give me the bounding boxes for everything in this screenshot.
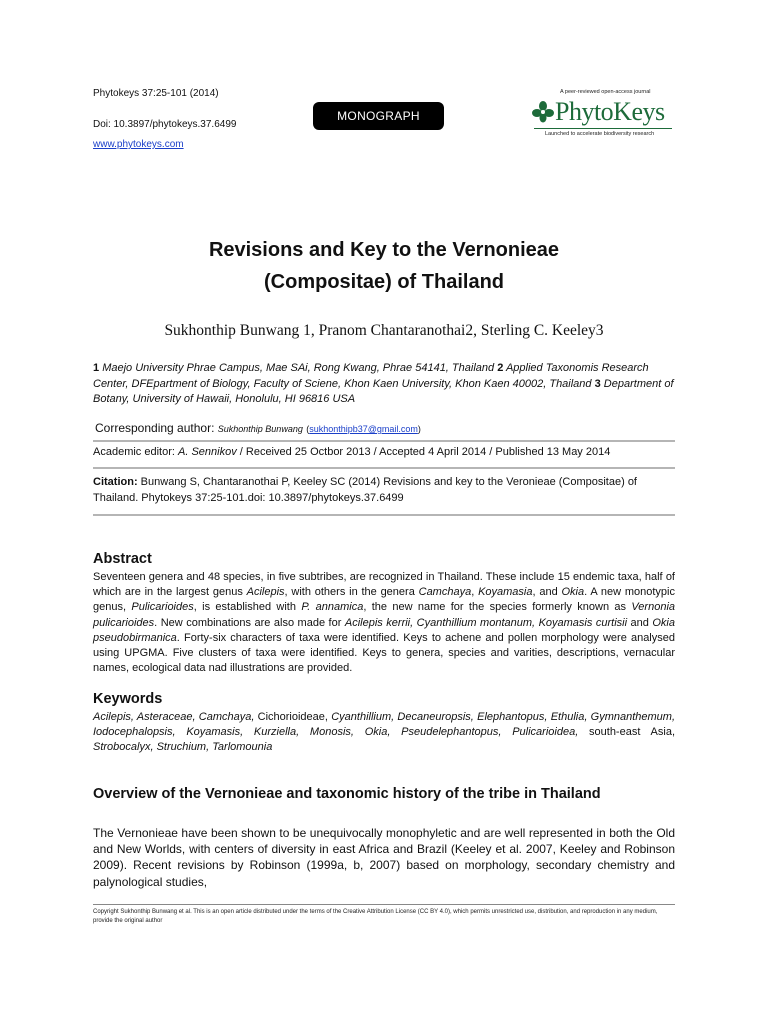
logo-name: PhytoKeys xyxy=(555,97,665,126)
affiliation-1: Maejo University Phrae Campus, Mae SAi, Rong Kwang, Phrae 54141, Thailand xyxy=(102,362,495,374)
logo-tagline: A peer-reviewed open-access journal xyxy=(560,89,651,95)
authors: Sukhonthip Bunwang 1, Pranom Chantaranothai2, Sterling C. Keeley3 xyxy=(164,322,604,339)
footer-divider xyxy=(93,904,675,905)
abstract-text: Seventeen genera and 48 species, in five subtribes, are recognized in Thailand. These include 15 endemic taxa, half of which are in the largest genus Acilepis, with others in the genera Camchaya, Koyamasia, and Okia. A new monotypic genus, Pulicarioides, is established with P. annamica, the new name for the species formerly known as Vernonia pulicarioides. New combinations are also made for Acilepis kerrii, Cyanthillium montanum, Koyamasis curtisii and Okia pseudobirmanica. Forty-six characters of taxa were identified. Keys to achene and pollen morphology were analysed using UPGMA. Five clusters of taxa were identified. Keys to genera, species and varities, descriptions, vernacular names, ecological data nad illustrations are provided. xyxy=(93,571,675,675)
affil-number-2: 2 xyxy=(497,362,504,374)
affiliation-3: Department of Botany, University of Hawaii, Honolulu, HI 96816 USA xyxy=(93,377,674,405)
divider xyxy=(93,467,675,469)
editor-label: Academic editor: xyxy=(93,446,175,458)
doi: Doi: 10.3897/phytokeys.37.6499 xyxy=(93,119,237,130)
divider xyxy=(93,514,675,516)
editor-name: A. Sennikov xyxy=(178,446,237,458)
phytokeys-logo[interactable] xyxy=(532,98,665,126)
affiliation-2: Applied Taxonomis Research Center, DFEpartment of Biology, Faculty of Sciene, Khon Kaen University, Khon Kaen 40002, Thailand xyxy=(93,362,649,390)
publication-dates: / Received 25 Octbor 2013 / Accepted 4 April 2014 / Published 13 May 2014 xyxy=(239,446,611,458)
keywords-heading: Keywords xyxy=(93,691,163,707)
logo-subline: Launched to accelerate biodiversity research xyxy=(545,131,655,137)
corresponding-email-link[interactable]: sukhonthipb37@gmail.com xyxy=(309,424,418,434)
logo-underline xyxy=(534,128,672,129)
article-title xyxy=(0,234,768,298)
copyright-footer: Copyright Sukhonthip Bunwang et al. This is an open article distributed under the terms of the Creative Attribution License (CC BY 4.0), which permits unrestricted use, distribution, and reproduction in any medium, provide the original author xyxy=(93,909,658,924)
citation-label: Citation: xyxy=(93,476,138,488)
corresponding-label: Corresponding author: xyxy=(95,421,215,435)
title-line-1: Revisions and Key to the Vernonieae xyxy=(208,239,560,261)
journal-reference: Phytokeys 37:25-101 (2014) xyxy=(93,88,219,99)
abstract-heading: Abstract xyxy=(93,551,152,567)
monograph-badge: MONOGRAPH xyxy=(313,102,444,130)
website-link[interactable]: www.phytokeys.com xyxy=(93,139,184,150)
citation-text: Bunwang S, Chantaranothai P, Keeley SC (2014) Revisions and key to the Veronieae (Compositae) of Thailand. Phytokeys 37:25-101.doi: 10.3897/phytokeys.37.6499 xyxy=(93,476,637,504)
affil-number-1: 1 xyxy=(93,362,100,374)
overview-heading: Overview of the Vernonieae and taxonomic history of the tribe in Thailand xyxy=(93,786,601,802)
editor-dates-line xyxy=(93,446,610,458)
corresponding-name: Sukhonthip Bunwang xyxy=(217,424,303,434)
leaf-icon xyxy=(532,101,554,123)
citation xyxy=(93,475,675,506)
overview-text: The Vernonieae have been shown to be unequivocally monophyletic and are well represented in both the Old and New Worlds, with centers of diversity in east Africa and Brazil (Keeley et al. 2007, Keeley and Robinson 2009). Recent revisions by Robinson (1999a, b, 2007) based on morphology, secondary chemistry and palynological studies, xyxy=(93,826,675,889)
divider xyxy=(93,440,675,442)
affiliations xyxy=(93,361,678,408)
corresponding-author: Corresponding author: Sukhonthip Bunwang (sukhonthipb37@gmail.com) xyxy=(95,421,421,435)
keywords-text: Acilepis, Asteraceae, Camchaya, Cichorioideae, Cyanthillium, Decaneuropsis, Elephantopus, Ethulia, Gymnanthemum, Iodocephalopsis, Koyamasis, Kurziella, Monosis, Okia, Pseudelephantopus, Pulicarioidea, south-east Asia, Strobocalyx, Struchium, Tarlomounia xyxy=(93,711,676,754)
title-line-2: (Compositae) of Thailand xyxy=(264,271,504,293)
affil-number-3: 3 xyxy=(594,377,601,390)
